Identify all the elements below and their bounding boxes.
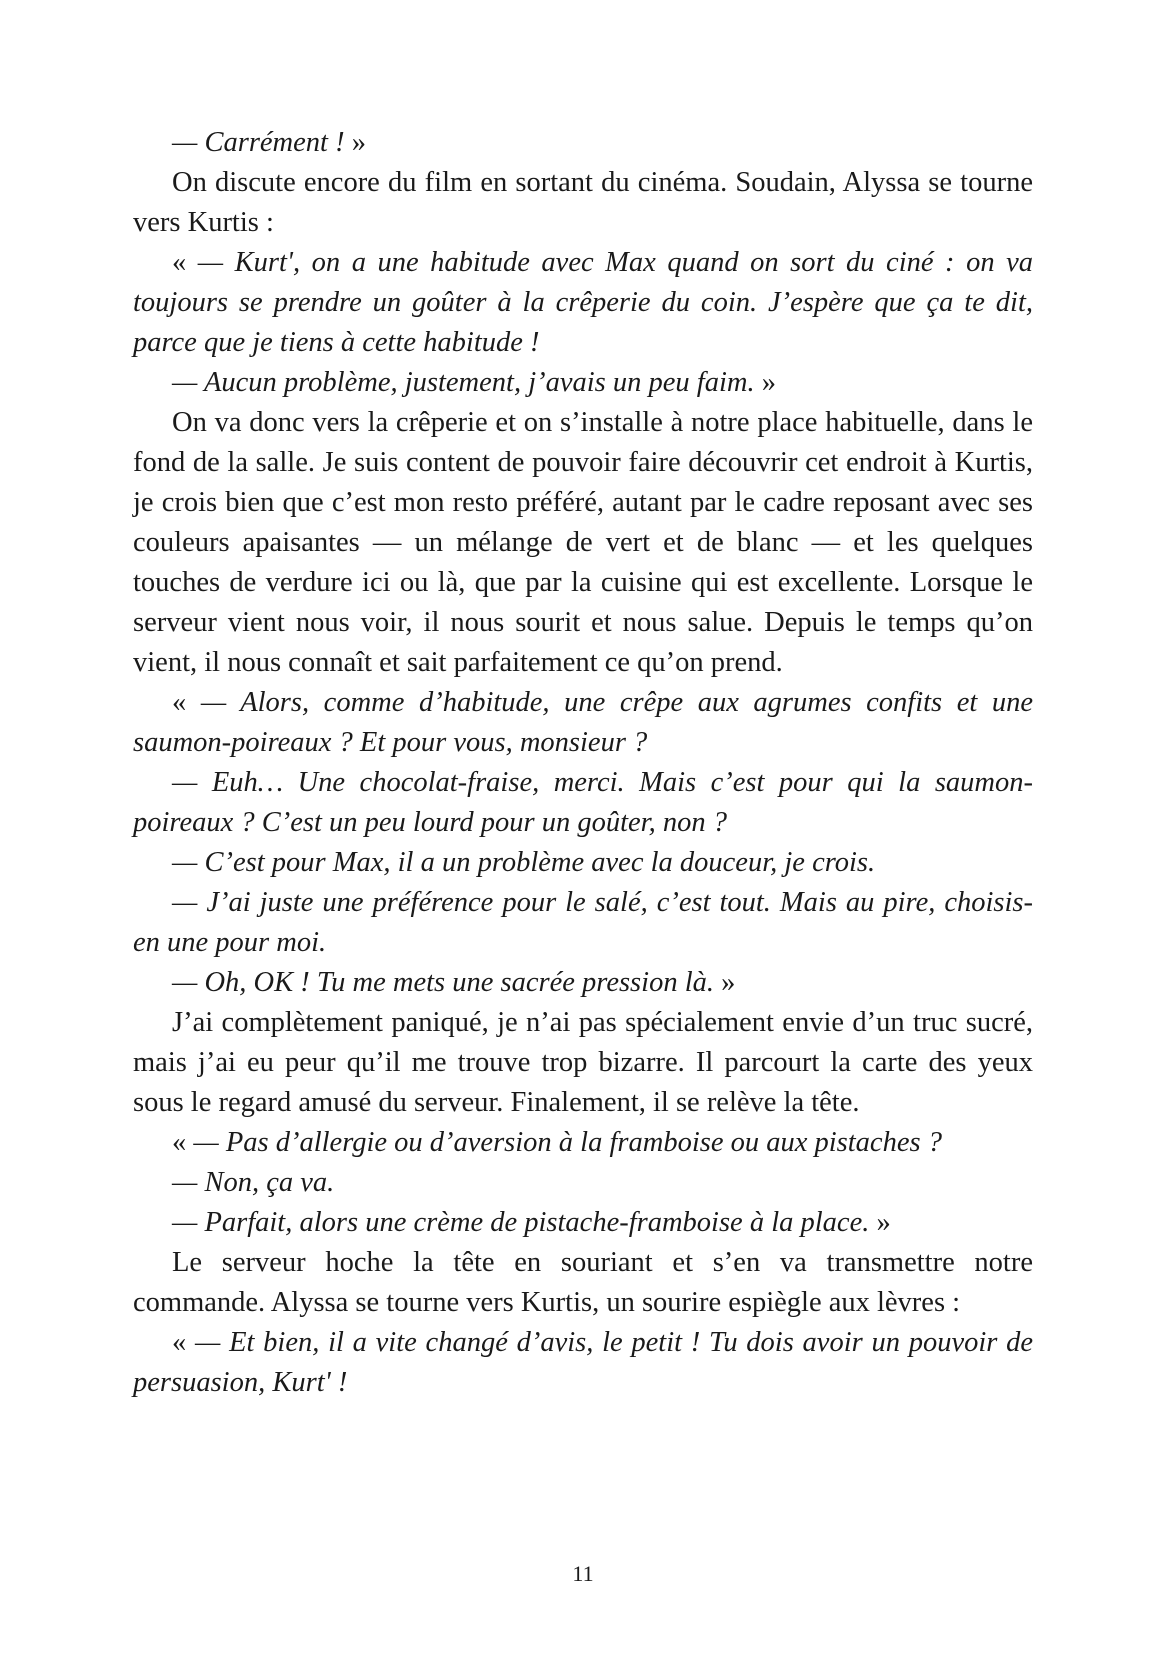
paragraph bbox=[133, 883, 1033, 963]
narrative-text: » bbox=[754, 367, 776, 398]
paragraph bbox=[133, 763, 1033, 843]
paragraph bbox=[133, 243, 1033, 363]
narrative-text: « bbox=[172, 247, 198, 278]
dialogue-text: — J’ai juste une préférence pour le salé, c’est tout. Mais au pire, choisis-en une pour moi. bbox=[133, 887, 1033, 958]
narrative-text: « bbox=[172, 1327, 195, 1358]
paragraph bbox=[133, 403, 1033, 683]
dialogue-text: — Oh, OK ! Tu me mets une sacrée pression là. bbox=[172, 967, 714, 998]
narrative-text: « bbox=[172, 1127, 194, 1158]
narrative-text: On va donc vers la crêperie et on s’installe à notre place habituelle, dans le fond de la salle. Je suis content de pouvoir faire découvrir cet endroit à Kurtis, je crois bien que c’est mon resto préféré, autant par le cadre reposant avec ses couleurs apaisantes — un mélange de vert et de blanc — et les quelques touches de verdure ici ou là, que par la cuisine qui est excellente. Lorsque le serveur vient nous voir, il nous sourit et nous salue. Depuis le temps qu’on vient, il nous connaît et sait parfaitement ce qu’on prend. bbox=[133, 407, 1033, 678]
dialogue-text: — Et bien, il a vite changé d’avis, le petit ! Tu dois avoir un pouvoir de persuasion, Kurt' ! bbox=[133, 1327, 1034, 1398]
paragraph bbox=[133, 363, 1033, 403]
narrative-text: J’ai complètement paniqué, je n’ai pas spécialement envie d’un truc sucré, mais j’ai eu peur qu’il me trouve trop bizarre. Il parcourt la carte des yeux sous le regard amusé du serveur. Finalement, il se relève la tête. bbox=[133, 1007, 1033, 1118]
page-body-text bbox=[133, 123, 1033, 1403]
dialogue-text: — Aucun problème, justement, j’avais un peu faim. bbox=[172, 367, 755, 398]
paragraph bbox=[133, 1123, 1033, 1163]
narrative-text: » bbox=[869, 1207, 891, 1238]
paragraph bbox=[133, 123, 1033, 163]
dialogue-text: — Pas d’allergie ou d’aversion à la framboise ou aux pistaches ? bbox=[193, 1127, 942, 1158]
narrative-text: « bbox=[172, 687, 201, 718]
paragraph bbox=[133, 1203, 1033, 1243]
dialogue-text: — C’est pour Max, il a un problème avec la douceur, je crois. bbox=[172, 847, 876, 878]
paragraph bbox=[133, 1163, 1033, 1203]
paragraph bbox=[133, 683, 1033, 763]
paragraph bbox=[133, 843, 1033, 883]
narrative-text: On discute encore du film en sortant du cinéma. Soudain, Alyssa se tourne vers Kurtis : bbox=[133, 167, 1033, 238]
narrative-text: » bbox=[714, 967, 736, 998]
narrative-text: Le serveur hoche la tête en souriant et s’en va transmettre notre commande. Alyssa se tourne vers Kurtis, un sourire espiègle aux lèvres : bbox=[133, 1247, 1033, 1318]
dialogue-text: — Carrément ! bbox=[172, 127, 345, 158]
dialogue-text: — Alors, comme d’habitude, une crêpe aux agrumes confits et une saumon-poireaux ? Et pour vous, monsieur ? bbox=[133, 687, 1034, 758]
dialogue-text: — Non, ça va. bbox=[172, 1167, 335, 1198]
dialogue-text: — Parfait, alors une crème de pistache-framboise à la place. bbox=[172, 1207, 870, 1238]
paragraph bbox=[133, 963, 1033, 1003]
dialogue-text: — Euh… Une chocolat-fraise, merci. Mais c’est pour qui la saumon-poireaux ? C’est un peu lourd pour un goûter, non ? bbox=[133, 767, 1033, 838]
narrative-text: » bbox=[344, 127, 366, 158]
paragraph bbox=[133, 1323, 1033, 1403]
page-number: 11 bbox=[572, 1561, 594, 1586]
paragraph bbox=[133, 163, 1033, 243]
paragraph bbox=[133, 1003, 1033, 1123]
dialogue-text: — Kurt', on a une habitude avec Max quand on sort du ciné : on va toujours se prendre un goûter à la crêperie du coin. J’espère que ça te dit, parce que je tiens à cette habitude ! bbox=[133, 247, 1033, 358]
paragraph bbox=[133, 1243, 1033, 1323]
